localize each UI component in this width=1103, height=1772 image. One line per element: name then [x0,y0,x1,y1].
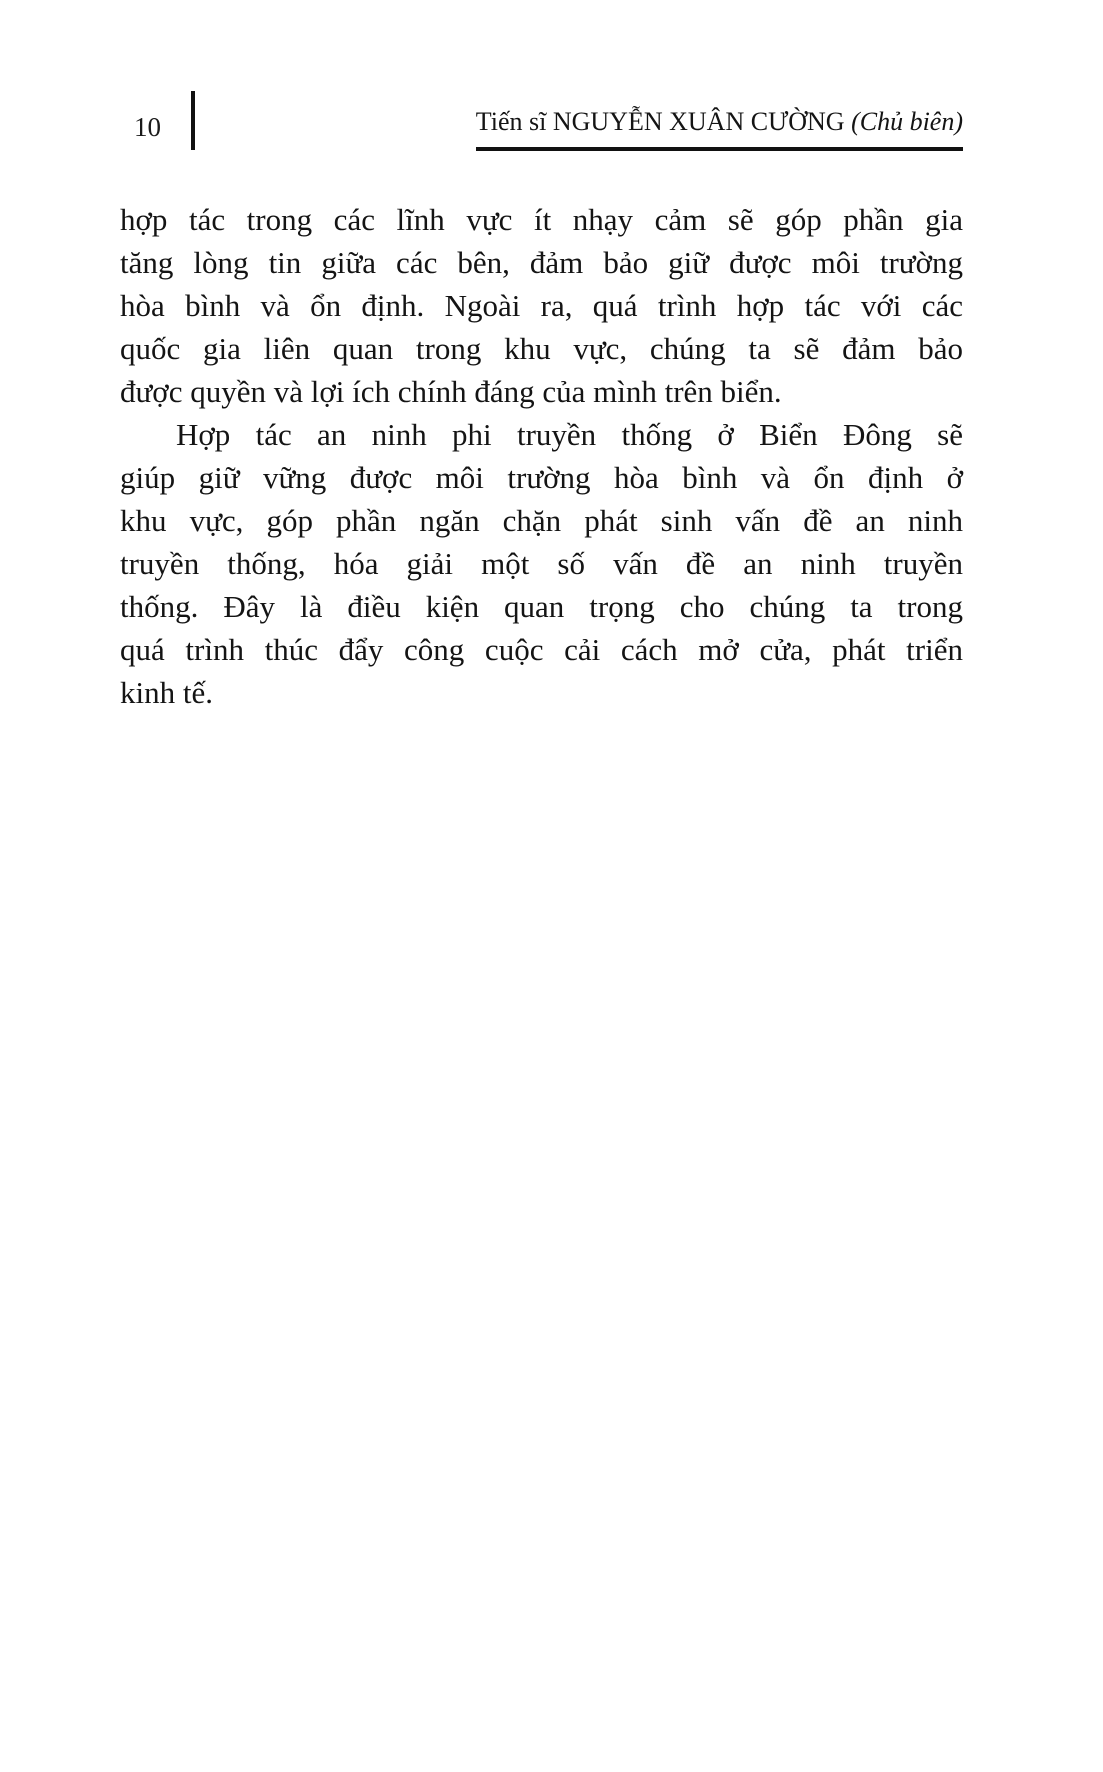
body-line: Hợp tác an ninh phi truyền thống ở Biển Đông sẽ [176,417,963,452]
running-header [476,106,963,151]
body-text [120,198,963,714]
running-header-subtitle: (Chủ biên) [851,107,963,136]
body-line: kinh tế. [120,675,213,710]
body-line: tăng lòng tin giữa các bên, đảm bảo giữ được môi trường [120,245,963,280]
page-number: 10 [134,112,161,142]
body-line: được quyền và lợi ích chính đáng của mình trên biển. [120,374,782,409]
body-line: khu vực, góp phần ngăn chặn phát sinh vấn đề an ninh [120,503,963,538]
running-header-title: Tiến sĩ NGUYỄN XUÂN CƯỜNG [475,107,852,136]
header-divider-bar [191,91,195,150]
body-line: hợp tác trong các lĩnh vực ít nhạy cảm sẽ góp phần gia [120,202,963,237]
body-line: quá trình thúc đẩy công cuộc cải cách mở cửa, phát triển [120,632,963,667]
body-line: truyền thống, hóa giải một số vấn đề an ninh truyền [120,546,963,581]
body-line: quốc gia liên quan trong khu vực, chúng ta sẽ đảm bảo [120,331,963,366]
body-line: hòa bình và ổn định. Ngoài ra, quá trình hợp tác với các [120,288,963,323]
body-line: thống. Đây là điều kiện quan trọng cho chúng ta trong [120,589,963,624]
body-line: giúp giữ vững được môi trường hòa bình và ổn định ở [120,460,963,495]
